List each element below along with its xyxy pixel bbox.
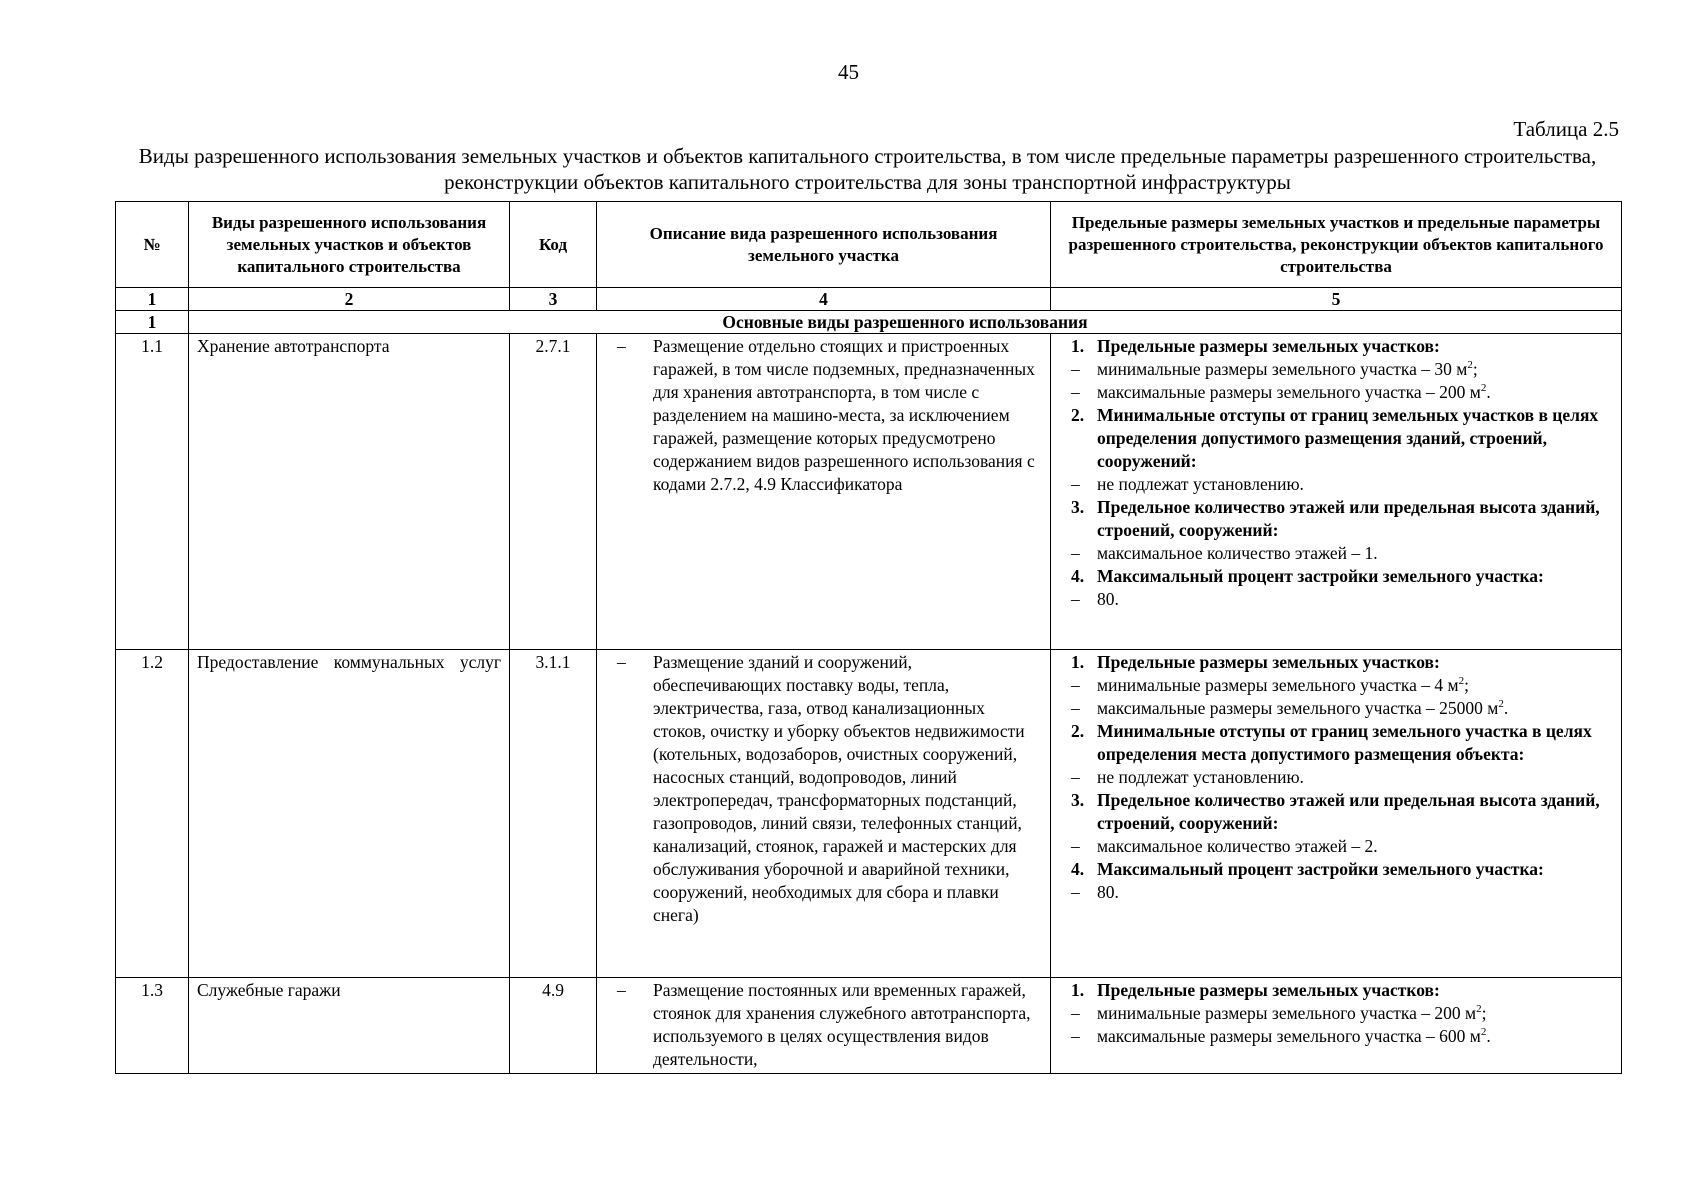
column-number: 4 xyxy=(597,288,1051,311)
param-min-area: минимальные размеры земельного участка – 30 м xyxy=(1097,359,1468,379)
description-dash: – xyxy=(617,336,626,356)
table-row xyxy=(116,334,1622,650)
area-unit-exponent: 2 xyxy=(1476,1003,1482,1016)
param-heading: Минимальные отступы от границ земельных участков в целях определения допустимого размещения зданий, строений, сооружений: xyxy=(1097,405,1599,471)
param-heading: Предельное количество этажей или предельная высота зданий, строений, сооружений: xyxy=(1097,790,1600,833)
param-number: 1. xyxy=(1071,336,1085,356)
param-max-area: максимальные размеры земельного участка – 600 м xyxy=(1097,1026,1481,1046)
param-value: 80. xyxy=(1097,589,1119,609)
row-number: 1.2 xyxy=(116,650,189,978)
param-dash: – xyxy=(1071,698,1080,718)
column-number: 3 xyxy=(510,288,597,311)
param-heading: Предельное количество этажей или предельная высота зданий, строений, сооружений: xyxy=(1097,497,1600,540)
land-use-table xyxy=(115,201,1622,1074)
param-value: максимальное количество этажей – 2. xyxy=(1097,836,1378,856)
param-heading: Предельные размеры земельных участков: xyxy=(1097,980,1440,1000)
param-value: максимальное количество этажей – 1. xyxy=(1097,543,1378,563)
param-number: 2. xyxy=(1071,405,1085,425)
column-number: 2 xyxy=(189,288,510,311)
description-text: Размещение отдельно стоящих и пристроенных гаражей, в том числе подземных, предназначенных для хранения автотранспорта, в том числе с разделением на машино-места, за исключением гаражей, размещение которых предусмотрено содержанием видов разрешенного использования с кодами 2.7.2, 4.9 Классификатора xyxy=(653,336,1035,494)
param-dash: – xyxy=(1071,836,1080,856)
param-max-area: максимальные размеры земельного участка – 200 м xyxy=(1097,382,1481,402)
limits-cell xyxy=(1051,334,1622,650)
page-number: 45 xyxy=(838,60,859,84)
punctuation: ; xyxy=(1481,1003,1487,1023)
use-kind-description xyxy=(597,978,1051,1074)
param-value: не подлежат установлению. xyxy=(1097,767,1304,787)
punctuation: . xyxy=(1486,1026,1491,1046)
description-dash: – xyxy=(617,652,626,672)
area-unit-exponent: 2 xyxy=(1480,382,1487,395)
table-title: Виды разрешенного использования земельных участков и объектов капитального строительства, в том числе предельные параметры разрешенного строительства, реконструкции объектов капитального строительства для зоны транспортной инфраструктуры xyxy=(138,144,1597,194)
column-number: 1 xyxy=(116,288,189,311)
section-title: Основные виды разрешенного использования xyxy=(189,311,1622,334)
area-unit-exponent: 2 xyxy=(1467,359,1473,372)
param-heading: Максимальный процент застройки земельного участка: xyxy=(1097,859,1544,879)
table-row xyxy=(116,650,1622,978)
section-number: 1 xyxy=(116,311,189,334)
param-dash: – xyxy=(1071,675,1080,695)
table-caption: Таблица 2.5 xyxy=(1513,117,1619,141)
param-dash: – xyxy=(1071,474,1080,494)
param-dash: – xyxy=(1071,382,1080,402)
table-row xyxy=(116,978,1622,1074)
param-number: 2. xyxy=(1071,721,1085,741)
row-number: 1.1 xyxy=(116,334,189,650)
param-heading: Минимальные отступы от границ земельного участка в целях определения места допустимого размещения объекта: xyxy=(1097,721,1592,764)
header-row xyxy=(116,202,1622,288)
column-number-row xyxy=(116,288,1622,311)
description-dash: – xyxy=(617,980,626,1000)
param-min-area: минимальные размеры земельного участка – 200 м xyxy=(1097,1003,1477,1023)
description-text: Размещение зданий и сооружений, обеспечивающих поставку воды, тепла, электричества, газа, отвод канализационных стоков, очистку и уборку объектов недвижимости (котельных, водозаборов, очистных сооружений, насосных станций, водопроводов, линий электропередач, трансформаторных подстанций, газопроводов, линий связи, телефонных станций, канализаций, стоянок, гаражей и мастерских для обслуживания уборочной и аварийной техники, сооружений, необходимых для сбора и плавки снега) xyxy=(653,652,1025,925)
punctuation: ; xyxy=(1464,675,1469,695)
use-kind-name: Хранение автотранспорта xyxy=(189,334,510,650)
param-number: 3. xyxy=(1071,497,1085,517)
param-dash: – xyxy=(1071,1003,1080,1023)
area-unit-exponent: 2 xyxy=(1458,675,1465,688)
use-kind-name: Предоставление коммунальных услуг xyxy=(189,650,510,978)
param-dash: – xyxy=(1071,767,1080,787)
punctuation: ; xyxy=(1472,359,1478,379)
use-kind-description xyxy=(597,334,1051,650)
param-number: 1. xyxy=(1071,652,1085,672)
area-unit-exponent: 2 xyxy=(1498,698,1504,711)
param-heading: Предельные размеры земельных участков: xyxy=(1097,652,1440,672)
param-value: 80. xyxy=(1097,882,1119,902)
param-value: не подлежат установлению. xyxy=(1097,474,1304,494)
param-number: 4. xyxy=(1071,566,1085,586)
param-dash: – xyxy=(1071,543,1080,563)
use-kind-code: 2.7.1 xyxy=(510,334,597,650)
header-kinds: Виды разрешенного использования земельных участков и объектов капитального строительства xyxy=(189,202,510,288)
param-max-area: максимальные размеры земельного участка – 25000 м xyxy=(1097,698,1499,718)
param-dash: – xyxy=(1071,1026,1080,1046)
use-kind-description xyxy=(597,650,1051,978)
param-min-area: минимальные размеры земельного участка – 4 м xyxy=(1097,675,1459,695)
param-heading: Предельные размеры земельных участков: xyxy=(1097,336,1440,356)
punctuation: . xyxy=(1503,698,1509,718)
param-number: 3. xyxy=(1071,790,1085,810)
use-kind-code: 3.1.1 xyxy=(510,650,597,978)
area-unit-exponent: 2 xyxy=(1480,1026,1487,1039)
limits-cell xyxy=(1051,650,1622,978)
param-heading: Максимальный процент застройки земельного участка: xyxy=(1097,566,1544,586)
param-dash: – xyxy=(1071,882,1080,902)
header-no: № xyxy=(116,202,189,288)
header-limits: Предельные размеры земельных участков и предельные параметры разрешенного строительства, реконструкции объектов капитального строительства xyxy=(1051,202,1622,288)
description-text: Размещение постоянных или временных гаражей, стоянок для хранения служебного автотранспорта, используемого в целях осуществления видов деятельности, xyxy=(653,980,1031,1069)
row-number: 1.3 xyxy=(116,978,189,1074)
param-dash: – xyxy=(1071,589,1080,609)
param-number: 4. xyxy=(1071,859,1085,879)
punctuation: . xyxy=(1486,382,1491,402)
use-kind-code: 4.9 xyxy=(510,978,597,1074)
header-code: Код xyxy=(510,202,597,288)
section-row xyxy=(116,311,1622,334)
param-number: 1. xyxy=(1071,980,1085,1000)
use-kind-name: Служебные гаражи xyxy=(189,978,510,1074)
column-number: 5 xyxy=(1051,288,1622,311)
limits-cell xyxy=(1051,978,1622,1074)
header-description: Описание вида разрешенного использования земельного участка xyxy=(597,202,1051,288)
param-dash: – xyxy=(1071,359,1080,379)
